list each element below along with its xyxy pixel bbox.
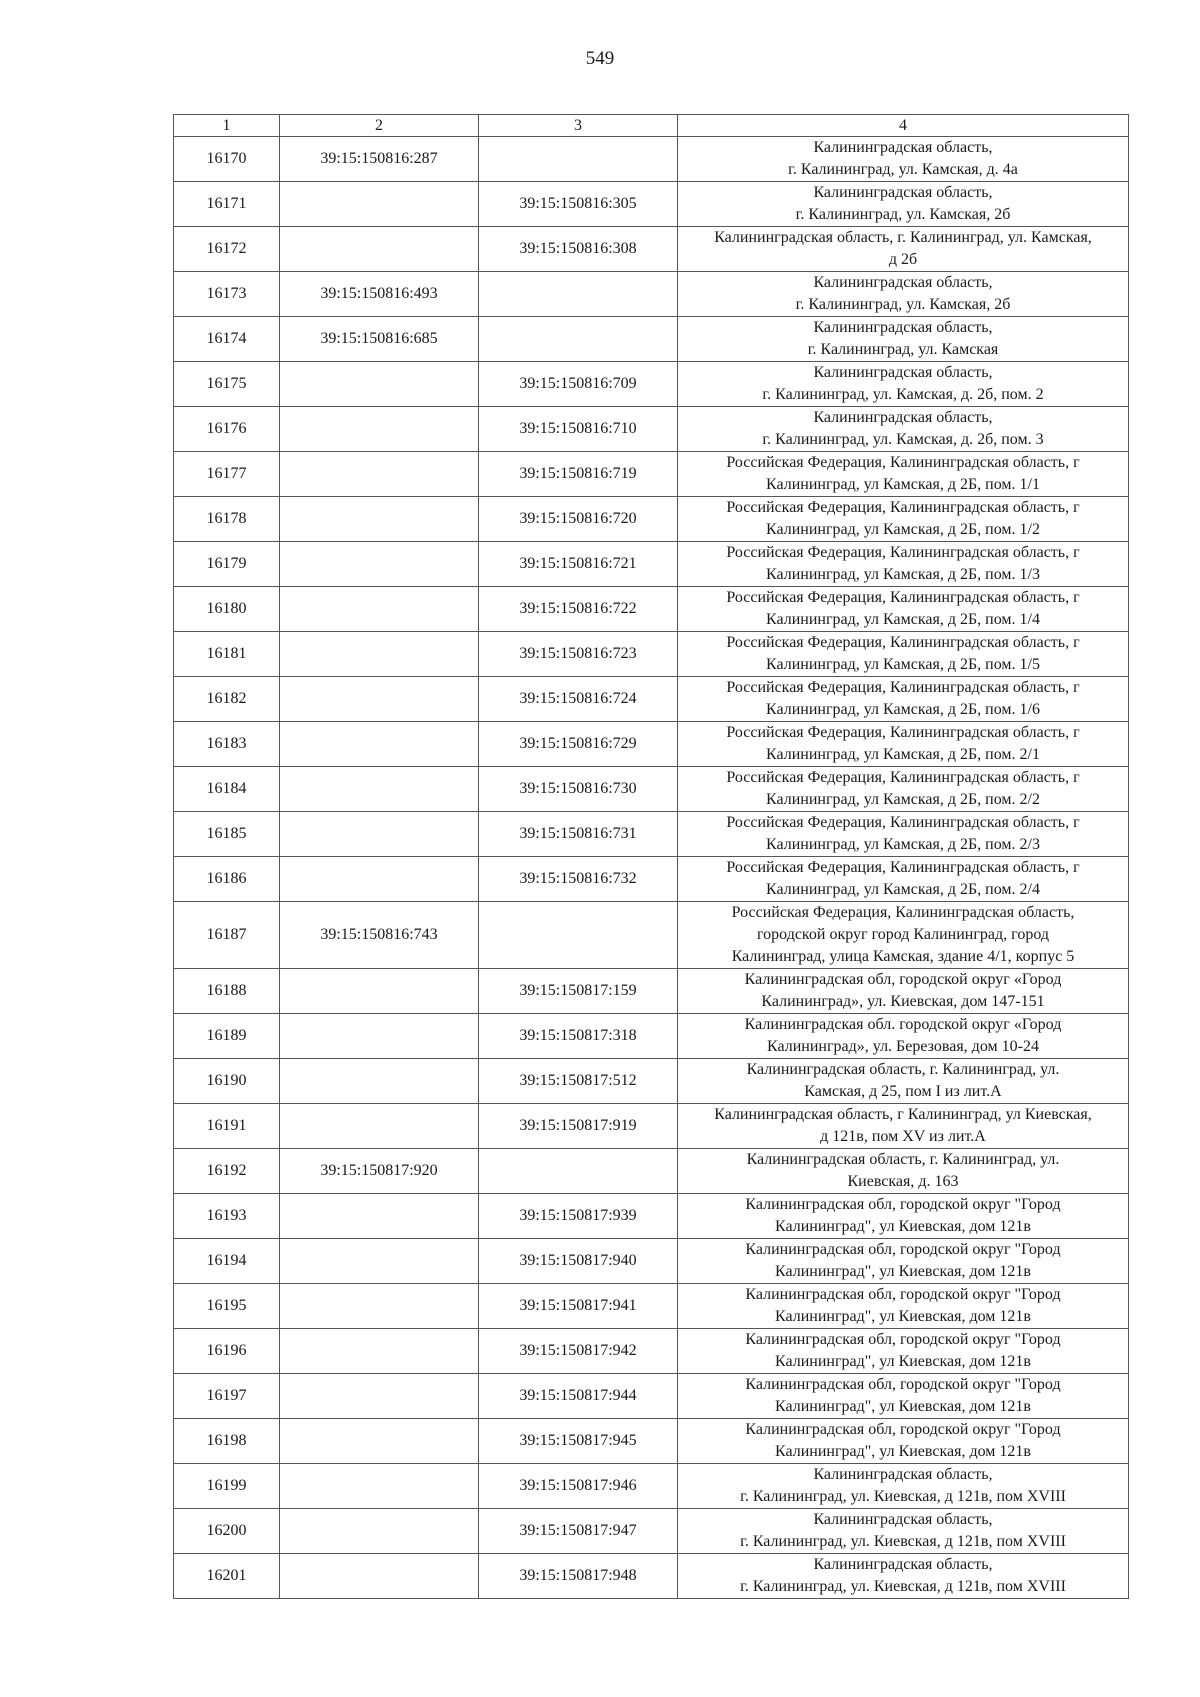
- cadastral-number-alt-cell: 39:15:150817:159: [479, 969, 678, 1014]
- table-row: [174, 1419, 1129, 1464]
- row-number-cell: 16195: [174, 1284, 280, 1329]
- address-cell: Калининградская обл, городской округ "Город Калининград", ул Киевская, дом 121в: [678, 1374, 1129, 1419]
- cadastral-number-cell: 39:15:150817:920: [280, 1149, 479, 1194]
- cadastral-number-cell: [280, 722, 479, 767]
- cadastral-number-cell: [280, 227, 479, 272]
- row-number-cell: 16170: [174, 137, 280, 182]
- cadastral-number-alt-cell: 39:15:150816:731: [479, 812, 678, 857]
- address-cell: Калининградская область, г. Калининград, ул. Камская, д. 2б, пом. 3: [678, 407, 1129, 452]
- address-cell: Калининградская область, г. Калининград, ул. Киевская, д 121в, пом XVIII: [678, 1464, 1129, 1509]
- column-header-3: 3: [479, 115, 678, 137]
- address-cell: Калининградская область, г. Калининград, ул. Камская, д. 2б, пом. 2: [678, 362, 1129, 407]
- address-cell: Российская Федерация, Калининградская область, г Калининград, ул Камская, д 2Б, пом. 2/2: [678, 767, 1129, 812]
- address-cell: Калининградская область, г Калининград, ул Киевская, д 121в, пом XV из лит.А: [678, 1104, 1129, 1149]
- row-number-cell: 16189: [174, 1014, 280, 1059]
- address-cell: Калининградская область, г. Калининград, ул. Киевская, д 121в, пом XVIII: [678, 1509, 1129, 1554]
- table-row: [174, 272, 1129, 317]
- table-row: [174, 1509, 1129, 1554]
- cadastral-number-cell: [280, 767, 479, 812]
- table-row: [174, 722, 1129, 767]
- cadastral-number-alt-cell: 39:15:150817:942: [479, 1329, 678, 1374]
- cadastral-number-cell: 39:15:150816:743: [280, 902, 479, 969]
- cadastral-number-alt-cell: [479, 137, 678, 182]
- cadastral-number-cell: [280, 1374, 479, 1419]
- cadastral-number-alt-cell: 39:15:150816:719: [479, 452, 678, 497]
- row-number-cell: 16192: [174, 1149, 280, 1194]
- table-row: [174, 1239, 1129, 1284]
- page-number: 549: [585, 48, 615, 69]
- address-cell: Российская Федерация, Калининградская область, г Калининград, ул Камская, д 2Б, пом. 2/4: [678, 857, 1129, 902]
- cadastral-number-cell: [280, 407, 479, 452]
- table-row: [174, 1329, 1129, 1374]
- row-number-cell: 16199: [174, 1464, 280, 1509]
- cadastral-number-alt-cell: 39:15:150816:729: [479, 722, 678, 767]
- cadastral-number-cell: [280, 1239, 479, 1284]
- table-row: [174, 227, 1129, 272]
- column-header-1: 1: [174, 115, 280, 137]
- cadastral-number-cell: [280, 1104, 479, 1149]
- table-row: [174, 767, 1129, 812]
- cadastral-number-alt-cell: 39:15:150816:732: [479, 857, 678, 902]
- cadastral-number-cell: [280, 542, 479, 587]
- column-header-4: 4: [678, 115, 1129, 137]
- cadastral-number-alt-cell: 39:15:150817:945: [479, 1419, 678, 1464]
- table-row: [174, 497, 1129, 542]
- cadastral-number-cell: [280, 1194, 479, 1239]
- address-cell: Российская Федерация, Калининградская область, г Калининград, ул Камская, д 2Б, пом. 1/1: [678, 452, 1129, 497]
- table-row: [174, 1014, 1129, 1059]
- row-number-cell: 16183: [174, 722, 280, 767]
- address-cell: Российская Федерация, Калининградская область, г Калининград, ул Камская, д 2Б, пом. 1/6: [678, 677, 1129, 722]
- table-row: [174, 1149, 1129, 1194]
- cadastral-number-alt-cell: 39:15:150816:305: [479, 182, 678, 227]
- cadastral-number-alt-cell: [479, 902, 678, 969]
- address-cell: Калининградская обл, городской округ "Город Калининград", ул Киевская, дом 121в: [678, 1419, 1129, 1464]
- row-number-cell: 16175: [174, 362, 280, 407]
- cadastral-number-alt-cell: [479, 317, 678, 362]
- address-cell: Калининградская обл, городской округ «Город Калининград», ул. Киевская, дом 147-151: [678, 969, 1129, 1014]
- address-cell: Калининградская область, г. Калининград, ул. Камская, д 25, пом I из лит.А: [678, 1059, 1129, 1104]
- cadastral-number-cell: [280, 1014, 479, 1059]
- cadastral-number-cell: [280, 1329, 479, 1374]
- cadastral-number-cell: [280, 857, 479, 902]
- cadastral-number-alt-cell: 39:15:150817:941: [479, 1284, 678, 1329]
- cadastral-number-cell: [280, 1419, 479, 1464]
- table-row: [174, 1464, 1129, 1509]
- address-cell: Калининградская обл, городской округ "Город Калининград", ул Киевская, дом 121в: [678, 1329, 1129, 1374]
- row-number-cell: 16191: [174, 1104, 280, 1149]
- row-number-cell: 16174: [174, 317, 280, 362]
- table-row: [174, 632, 1129, 677]
- cadastral-number-alt-cell: 39:15:150817:940: [479, 1239, 678, 1284]
- table-row: [174, 542, 1129, 587]
- cadastral-number-alt-cell: 39:15:150816:730: [479, 767, 678, 812]
- address-cell: Калининградская область, г. Калининград, ул. Камская, 2б: [678, 272, 1129, 317]
- row-number-cell: 16190: [174, 1059, 280, 1104]
- row-number-cell: 16176: [174, 407, 280, 452]
- row-number-cell: 16196: [174, 1329, 280, 1374]
- table-row: [174, 1194, 1129, 1239]
- row-number-cell: 16186: [174, 857, 280, 902]
- table-row: [174, 812, 1129, 857]
- row-number-cell: 16180: [174, 587, 280, 632]
- row-number-cell: 16193: [174, 1194, 280, 1239]
- cadastral-number-cell: [280, 362, 479, 407]
- row-number-cell: 16172: [174, 227, 280, 272]
- row-number-cell: 16181: [174, 632, 280, 677]
- table-row: [174, 587, 1129, 632]
- registry-table: [173, 114, 1129, 1599]
- table-row: [174, 182, 1129, 227]
- cadastral-number-cell: 39:15:150816:287: [280, 137, 479, 182]
- row-number-cell: 16171: [174, 182, 280, 227]
- cadastral-number-cell: 39:15:150816:685: [280, 317, 479, 362]
- row-number-cell: 16178: [174, 497, 280, 542]
- cadastral-number-cell: [280, 1509, 479, 1554]
- address-cell: Калининградская область, г. Калининград, ул. Камская, 2б: [678, 182, 1129, 227]
- table-row: [174, 857, 1129, 902]
- table-row: [174, 137, 1129, 182]
- table-row: [174, 902, 1129, 969]
- cadastral-number-alt-cell: 39:15:150816:709: [479, 362, 678, 407]
- cadastral-number-cell: [280, 677, 479, 722]
- cadastral-number-alt-cell: 39:15:150817:512: [479, 1059, 678, 1104]
- row-number-cell: 16198: [174, 1419, 280, 1464]
- cadastral-number-cell: [280, 1464, 479, 1509]
- address-cell: Российская Федерация, Калининградская область, г Калининград, ул Камская, д 2Б, пом. 2/1: [678, 722, 1129, 767]
- address-cell: Российская Федерация, Калининградская область, г Калининград, ул Камская, д 2Б, пом. 1/3: [678, 542, 1129, 587]
- address-cell: Калининградская обл, городской округ "Город Калининград", ул Киевская, дом 121в: [678, 1284, 1129, 1329]
- table-row: [174, 1554, 1129, 1599]
- row-number-cell: 16200: [174, 1509, 280, 1554]
- cadastral-number-cell: [280, 1284, 479, 1329]
- cadastral-number-alt-cell: 39:15:150816:722: [479, 587, 678, 632]
- cadastral-number-alt-cell: 39:15:150817:939: [479, 1194, 678, 1239]
- address-cell: Калининградская область, г. Калининград, ул. Киевская, д 121в, пом XVIII: [678, 1554, 1129, 1599]
- address-cell: Калининградская область, г. Калининград, ул. Камская, д 2б: [678, 227, 1129, 272]
- column-header-2: 2: [280, 115, 479, 137]
- table-row: [174, 362, 1129, 407]
- address-cell: Российская Федерация, Калининградская область, г Калининград, ул Камская, д 2Б, пом. 1/2: [678, 497, 1129, 542]
- cadastral-number-alt-cell: 39:15:150817:318: [479, 1014, 678, 1059]
- table-row: [174, 452, 1129, 497]
- cadastral-number-cell: 39:15:150816:493: [280, 272, 479, 317]
- cadastral-number-cell: [280, 1554, 479, 1599]
- cadastral-number-cell: [280, 182, 479, 227]
- table-row: [174, 317, 1129, 362]
- cadastral-number-alt-cell: 39:15:150817:948: [479, 1554, 678, 1599]
- table-row: [174, 1104, 1129, 1149]
- address-cell: Российская Федерация, Калининградская область, г Калининград, ул Камская, д 2Б, пом. 2/3: [678, 812, 1129, 857]
- row-number-cell: 16177: [174, 452, 280, 497]
- row-number-cell: 16197: [174, 1374, 280, 1419]
- cadastral-number-alt-cell: 39:15:150816:724: [479, 677, 678, 722]
- table-header: [174, 115, 1129, 137]
- cadastral-number-alt-cell: 39:15:150816:308: [479, 227, 678, 272]
- cadastral-number-alt-cell: 39:15:150817:946: [479, 1464, 678, 1509]
- cadastral-number-cell: [280, 587, 479, 632]
- cadastral-number-alt-cell: [479, 272, 678, 317]
- cadastral-number-alt-cell: 39:15:150817:947: [479, 1509, 678, 1554]
- address-cell: Калининградская область, г. Калининград, ул. Камская: [678, 317, 1129, 362]
- table-row: [174, 1059, 1129, 1104]
- row-number-cell: 16194: [174, 1239, 280, 1284]
- row-number-cell: 16173: [174, 272, 280, 317]
- address-cell: Калининградская обл. городской округ «Город Калининград», ул. Березовая, дом 10-24: [678, 1014, 1129, 1059]
- address-cell: Калининградская обл, городской округ "Город Калининград", ул Киевская, дом 121в: [678, 1194, 1129, 1239]
- row-number-cell: 16182: [174, 677, 280, 722]
- table-row: [174, 1374, 1129, 1419]
- table-row: [174, 407, 1129, 452]
- table-row: [174, 677, 1129, 722]
- header-row: [174, 115, 1129, 137]
- address-cell: Российская Федерация, Калининградская область, г Калининград, ул Камская, д 2Б, пом. 1/4: [678, 587, 1129, 632]
- row-number-cell: 16184: [174, 767, 280, 812]
- cadastral-number-cell: [280, 497, 479, 542]
- cadastral-number-alt-cell: 39:15:150816:723: [479, 632, 678, 677]
- cadastral-number-cell: [280, 452, 479, 497]
- address-cell: Калининградская область, г. Калининград, ул. Камская, д. 4а: [678, 137, 1129, 182]
- row-number-cell: 16179: [174, 542, 280, 587]
- address-cell: Калининградская обл, городской округ "Город Калининград", ул Киевская, дом 121в: [678, 1239, 1129, 1284]
- address-cell: Калининградская область, г. Калининград, ул. Киевская, д. 163: [678, 1149, 1129, 1194]
- cadastral-number-cell: [280, 969, 479, 1014]
- row-number-cell: 16185: [174, 812, 280, 857]
- row-number-cell: 16188: [174, 969, 280, 1014]
- cadastral-number-cell: [280, 632, 479, 677]
- cadastral-number-cell: [280, 812, 479, 857]
- cadastral-number-alt-cell: [479, 1149, 678, 1194]
- table-row: [174, 969, 1129, 1014]
- cadastral-number-alt-cell: 39:15:150816:721: [479, 542, 678, 587]
- cadastral-number-cell: [280, 1059, 479, 1104]
- address-cell: Российская Федерация, Калининградская область, г Калининград, ул Камская, д 2Б, пом. 1/5: [678, 632, 1129, 677]
- row-number-cell: 16187: [174, 902, 280, 969]
- row-number-cell: 16201: [174, 1554, 280, 1599]
- table-body: [174, 137, 1129, 1599]
- table-row: [174, 1284, 1129, 1329]
- cadastral-number-alt-cell: 39:15:150817:919: [479, 1104, 678, 1149]
- cadastral-number-alt-cell: 39:15:150816:710: [479, 407, 678, 452]
- address-cell: Российская Федерация, Калининградская область, городской округ город Калининград, город Калининград, улица Камская, здание 4/1, корпус 5: [678, 902, 1129, 969]
- cadastral-number-alt-cell: 39:15:150816:720: [479, 497, 678, 542]
- cadastral-number-alt-cell: 39:15:150817:944: [479, 1374, 678, 1419]
